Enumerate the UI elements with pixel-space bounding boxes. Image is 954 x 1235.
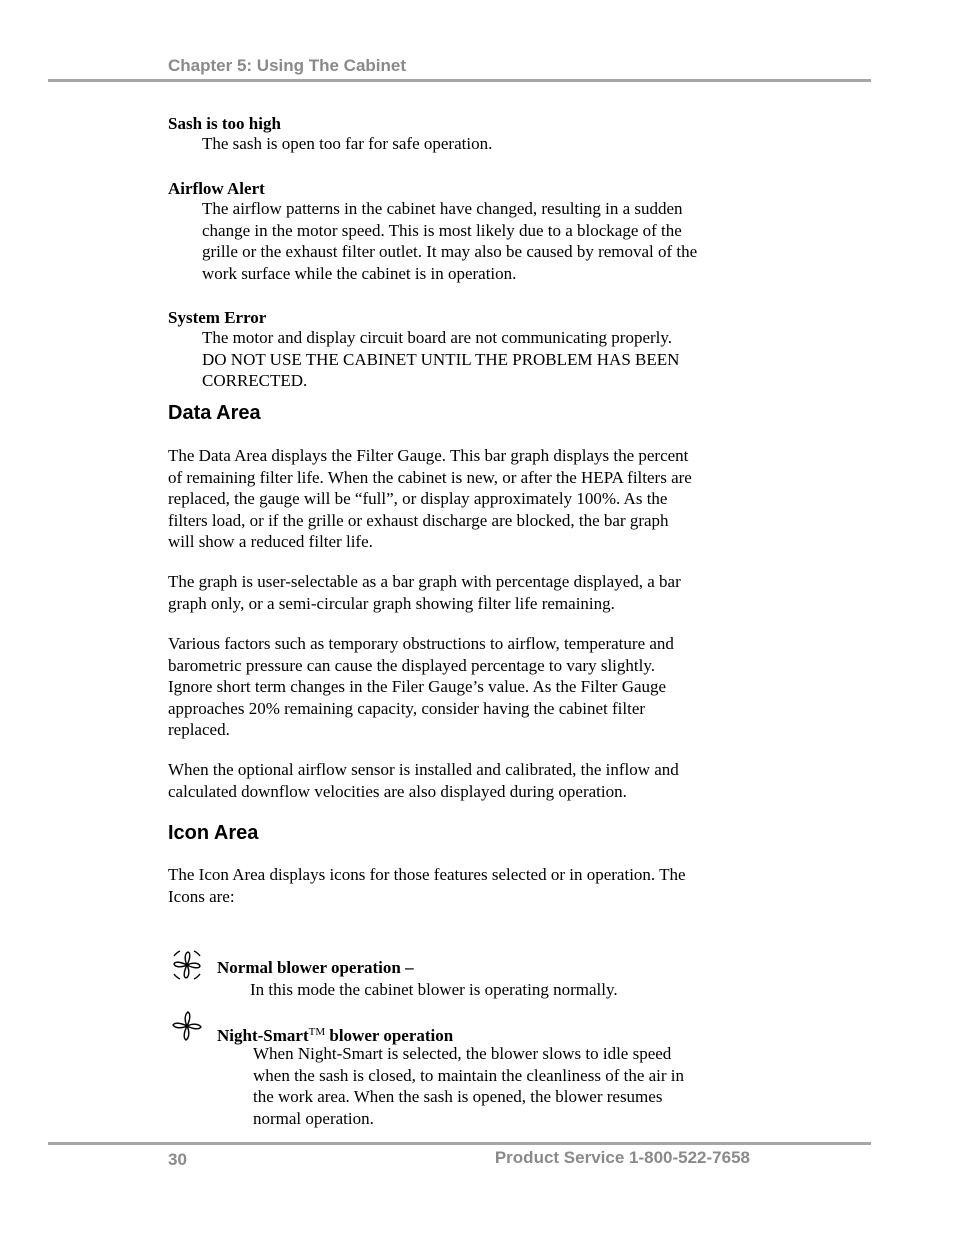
product-service-phone: Product Service 1-800-522-7658 <box>494 1148 750 1167</box>
section-heading-icon-area: Icon Area <box>168 822 259 844</box>
alert-desc-system: The motor and display circuit board are not communicating properly. DO NOT USE THE CABINET UNTIL THE PROBLEM HAS BEEN CORRECTED. <box>202 328 680 390</box>
data-area-paragraph-2: The graph is user-selectable as a bar graph with percentage displayed, a bar graph only, or a semi-circular graph showing filter life remaining. <box>168 572 681 613</box>
section-heading-data-area: Data Area <box>168 402 261 424</box>
icon-term-night-smart: Night-Smart™ blower operation <box>217 1026 454 1045</box>
blower-circle-icon <box>170 948 204 982</box>
header-rule <box>48 79 871 82</box>
alert-desc-sash: The sash is open too far for safe operation. <box>202 134 493 153</box>
alert-term-system: System Error <box>168 308 267 327</box>
alert-term-airflow: Airflow Alert <box>168 179 265 198</box>
page-number: 30 <box>168 1150 187 1169</box>
data-area-paragraph-1: The Data Area displays the Filter Gauge. This bar graph displays the percent of remaining filter life. When the cabinet is new, or after the HEPA filters are replaced, the gauge will be “full”, or display approximately 100%. As the filters load, or if the grille or exhaust discharge are blocked, the bar graph will show a reduced filter life. <box>168 446 692 551</box>
footer-rule <box>48 1142 871 1145</box>
trademark-mark: TM <box>308 1026 326 1038</box>
alert-term-sash: Sash is too high <box>168 114 281 133</box>
blower-icon <box>170 1009 204 1043</box>
icon-desc-normal-blower: In this mode the cabinet blower is operating normally. <box>250 980 618 999</box>
icon-desc-night-smart: When Night-Smart is selected, the blower slows to idle speed when the sash is closed, to maintain the cleanliness of the air in the work area. When the sash is opened, the blower resumes normal operation. <box>253 1044 685 1128</box>
icon-area-intro: The Icon Area displays icons for those features selected or in operation. The Icons are: <box>168 865 686 906</box>
chapter-header: Chapter 5: Using The Cabinet <box>168 56 407 75</box>
icon-term-normal-blower: Normal blower operation – <box>217 958 414 977</box>
alert-desc-airflow: The airflow patterns in the cabinet have changed, resulting in a sudden change in the motor speed. This is most likely due to a blockage of the grille or the exhaust filter outlet. It may also be caused by removal of the work surface while the cabinet is in operation. <box>202 199 698 283</box>
data-area-paragraph-4: When the optional airflow sensor is installed and calibrated, the inflow and calculated downflow velocities are also displayed during operation. <box>168 760 679 801</box>
data-area-paragraph-3: Various factors such as temporary obstructions to airflow, temperature and barometric pressure can cause the displayed percentage to vary slightly. Ignore short term changes in the Filer Gauge’s value. As the Filter Gauge approaches 20% remaining capacity, consider having the cabinet filter replaced. <box>168 634 674 739</box>
